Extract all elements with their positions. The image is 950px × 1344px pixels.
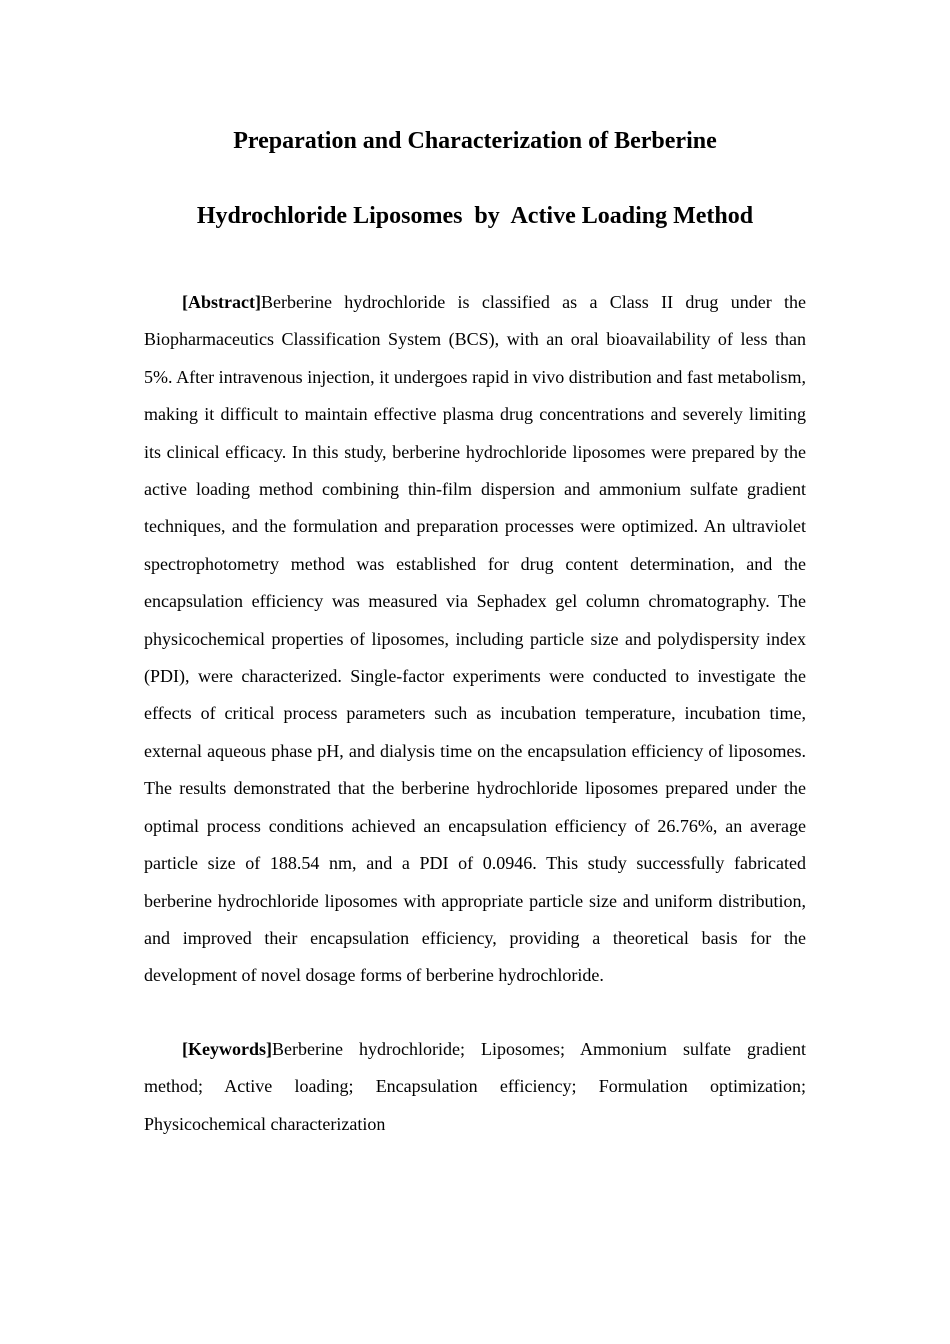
paper-title-line-1: Preparation and Characterization of Berberine [233, 128, 717, 154]
abstract-paragraph [144, 284, 806, 995]
keywords-paragraph [144, 1031, 806, 1143]
keywords-text: Berberine hydrochloride; Liposomes; Ammonium sulfate gradient method; Active loading; Encapsulation efficiency; Formulation optimization; Physicochemical characterization [144, 1039, 806, 1134]
paper-title-line-2: Hydrochloride Liposomes by Active Loading Method [196, 203, 754, 229]
abstract-label: [Abstract] [182, 292, 261, 312]
abstract-text: Berberine hydrochloride is classified as a Class II drug under the Biopharmaceutics Classification System (BCS), with an oral bioavailability of less than 5%. After intravenous injection, it undergoes rapid in vivo distribution and fast metabolism, making it difficult to maintain effective plasma drug concentrations and severely limiting its clinical efficacy. In this study, berberine hydrochloride liposomes were prepared by the active loading method combining thin-film dispersion and ammonium sulfate gradient techniques, and the formulation and preparation processes were optimized. An ultraviolet spectrophotometry method was established for drug content determination, and the encapsulation efficiency was measured via Sephadex gel column chromatography. The physicochemical properties of liposomes, including particle size and polydispersity index (PDI), were characterized. Single-factor experiments were conducted to investigate the effects of critical process parameters such as incubation temperature, incubation time, external aqueous phase pH, and dialysis time on the encapsulation efficiency of liposomes. The results demonstrated that the berberine hydrochloride liposomes prepared under the optimal process conditions achieved an encapsulation efficiency of 26.76%, an average particle size of 188.54 nm, and a PDI of 0.0946. This study successfully fabricated berberine hydrochloride liposomes with appropriate particle size and uniform distribution, and improved their encapsulation efficiency, providing a theoretical basis for the development of novel dosage forms of berberine hydrochloride. [144, 292, 806, 986]
keywords-label: [Keywords] [182, 1039, 272, 1059]
